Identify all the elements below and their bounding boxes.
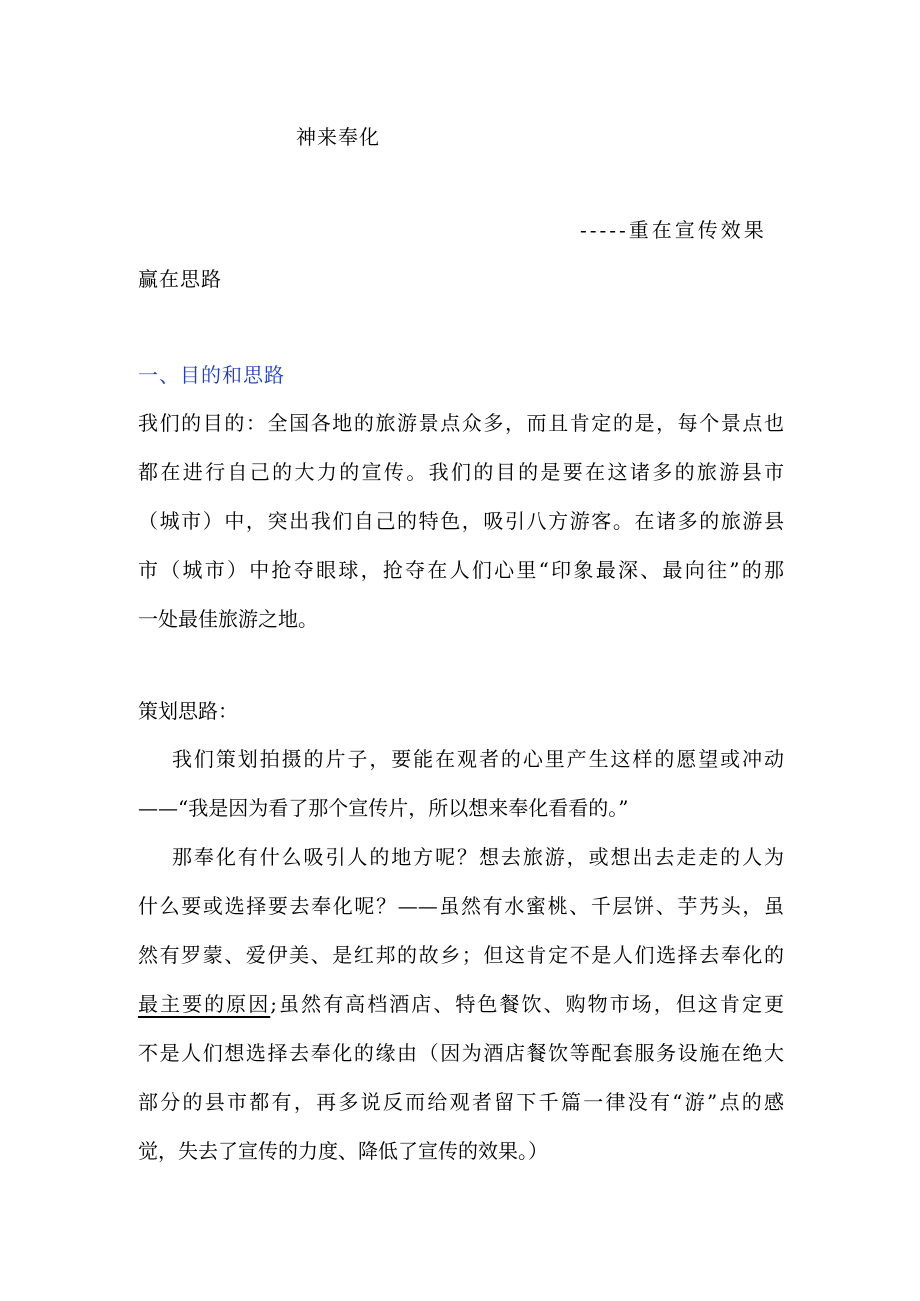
text-line: 不是人们想选择去奉化的缘由（因为酒店餐饮等配套服务设施在绝大 <box>138 1041 784 1065</box>
text-line: 我们的目的：全国各地的旅游景点众多，而且肯定的是，每个景点也 <box>138 411 784 435</box>
subtitle-slogan-part1: -----重在宣传效果 <box>580 218 767 242</box>
underlined-phrase: 最主要的原因 <box>138 992 271 1016</box>
text-line: 市（城市）中抢夺眼球，抢夺在人们心里“印象最深、最向往”的那 <box>138 558 784 582</box>
plan-label: 策划思路： <box>138 699 238 723</box>
document-title: 神来奉化 <box>296 125 380 149</box>
text-line: 我们策划拍摄的片子，要能在观者的心里产生这样的愿望或冲动 <box>172 747 784 771</box>
text-segment: ;虽然有高档酒店、特色餐饮、购物市场，但这肯定更 <box>270 992 784 1016</box>
text-line-with-underline <box>138 990 784 1039</box>
text-line: （城市）中，突出我们自己的特色，吸引八方游客。在诸多的旅游县 <box>138 509 784 533</box>
text-line: 都在进行自己的大力的宣传。我们的目的是要在这诸多的旅游县市 <box>138 460 784 484</box>
plan-paragraph <box>138 745 784 843</box>
text-line: 部分的县市都有，再多说反而给观者留下千篇一律没有“游”点的感 <box>138 1090 784 1114</box>
section-heading-purpose-and-approach: 一、目的和思路 <box>138 363 285 387</box>
text-line: 那奉化有什么吸引人的地方呢？想去旅游，或想出去走走的人为 <box>172 845 784 869</box>
text-line: 然有罗蒙、爱伊美、是红邦的故乡；但这肯定不是人们选择去奉化的 <box>138 943 784 967</box>
text-line: ——“我是因为看了那个宣传片，所以想来奉化看看的。” <box>138 796 629 820</box>
text-line: 一处最佳旅游之地。 <box>138 607 318 631</box>
attraction-paragraph <box>138 843 784 1186</box>
text-line: 什么要或选择要去奉化呢？——虽然有水蜜桃、千层饼、芋艿头，虽 <box>138 894 784 918</box>
subtitle-slogan-part2: 赢在思路 <box>138 267 222 291</box>
text-line: 觉，失去了宣传的力度、降低了宣传的效果。） <box>138 1139 548 1163</box>
purpose-paragraph <box>138 409 784 654</box>
